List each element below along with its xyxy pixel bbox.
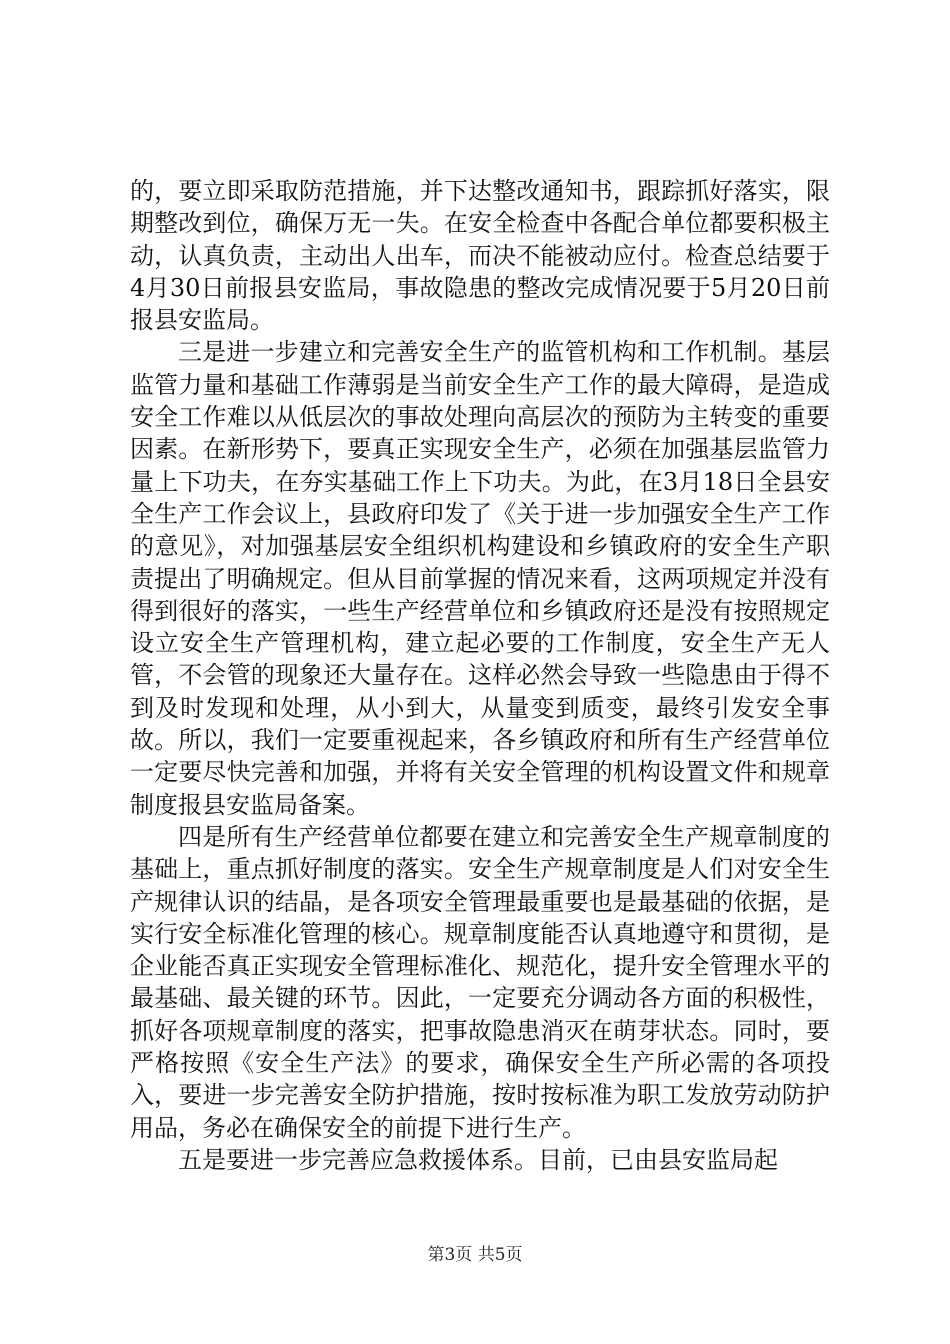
paragraph-continuation: 的，要立即采取防范措施，并下达整改通知书，跟踪抓好落实，限期整改到位，确保万无一失。在安全检查中各配合单位都要积极主动，认真负责，主动出人出车，而决不能被动应付。检查总结要于4月30日前报县安监局，事故隐患的整改完成情况要于5月20日前报县安监局。 (130, 177, 830, 335)
page-number-footer: 第3页 共5页 (427, 1245, 523, 1265)
paragraph-point-five: 五是要进一步完善应急救援体系。目前，已由县安监局起 (178, 1145, 778, 1174)
document-body (130, 175, 830, 1176)
paragraph-point-four: 四是所有生产经营单位都要在建立和完善安全生产规章制度的基础上，重点抓好制度的落实。安全生产规章制度是人们对安全生产规律认识的结晶，是各项安全管理最重要也是最基础的依据，是实行安全标准化管理的核心。规章制度能否认真地遵守和贯彻，是企业能否真正实现安全管理标准化、规范化，提升安全管理水平的最基础、最关键的环节。因此，一定要充分调动各方面的积极性，抓好各项规章制度的落实，把事故隐患消灭在萌芽状态。同时，要严格按照《安全生产法》的要求，确保安全生产所必需的各项投入，要进一步完善安全防护措施，按时按标准为职工发放劳动防护用品，务必在确保安全的前提下进行生产。 (130, 822, 830, 1142)
paragraph-point-three: 三是进一步建立和完善安全生产的监管机构和工作机制。基层监管力量和基础工作薄弱是当前安全生产工作的最大障碍，是造成安全工作难以从低层次的事故处理向高层次的预防为主转变的重要因素。在新形势下，要真正实现安全生产，必须在加强基层监管力量上下功夫，在夯实基础工作上下功夫。为此，在3月18日全县安全生产工作会议上，县政府印发了《关于进一步加强安全生产工作的意见》，对加强基层安全组织机构建设和乡镇政府的安全生产职责提出了明确规定。但从目前掌握的情况来看，这两项规定并没有得到很好的落实，一些生产经营单位和乡镇政府还是没有按照规定设立安全生产管理机构，建立起必要的工作制度，安全生产无人管，不会管的现象还大量存在。这样必然会导致一些隐患由于得不到及时发现和处理，从小到大，从量变到质变，最终引发安全事故。所以，我们一定要重视起来，各乡镇政府和所有生产经营单位一定要尽快完善和加强，并将有关安全管理的机构设置文件和规章制度报县安监局备案。 (130, 338, 830, 819)
